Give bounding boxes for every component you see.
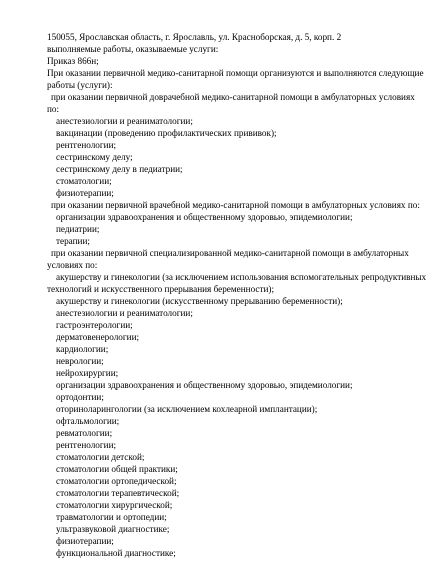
list-item: сестринскому делу в педиатрии; (56, 164, 183, 174)
section-heading-special: при оказании первичной специализированной медико-санитарной помощи в амбулаторных (51, 248, 409, 258)
list-item: физиотерапии; (56, 188, 114, 198)
list-item: стоматологии хирургической; (56, 500, 173, 510)
list-item: стоматологии терапевтической; (56, 488, 180, 498)
list-item: оториноларингологии (за исключением кохлеарной имплантации); (56, 404, 318, 414)
list-item: ортодонтии; (56, 392, 104, 402)
list-item: офтальмологии; (56, 416, 120, 426)
section-heading-vrach: при оказании первичной врачебной медико-санитарной помощи в амбулаторных условиях по: (51, 200, 420, 210)
list-item: рентгенологии; (56, 140, 117, 150)
list-item: кардиологии; (56, 344, 109, 354)
intro-line: При оказании первичной медико-санитарной помощи организуются и выполняются следующие (47, 68, 424, 78)
address-line: 150055, Ярославская область, г. Ярославль, ул. Красноборская, д. 5, корп. 2 (47, 32, 342, 42)
list-item: анестезиологии и реаниматологии; (56, 116, 193, 126)
list-item: стоматологии; (56, 176, 112, 186)
list-item: функциональной диагностике; (56, 548, 176, 558)
list-item: ревматологии; (56, 428, 113, 438)
order-reference: Приказ 866н; (47, 56, 99, 66)
list-item: акушерству и гинекологии (искусственному прерыванию беременности); (56, 296, 343, 306)
list-item: стоматологии детской; (56, 452, 145, 462)
list-item: анестезиологии и реаниматологии; (56, 308, 193, 318)
list-item: гастроэнтерологии; (56, 320, 133, 330)
list-item: дерматовенерологии; (56, 332, 140, 342)
services-heading: выполняемые работы, оказываемые услуги: (47, 44, 219, 54)
list-item: организации здравоохранения и общественному здоровью, эпидемиологии; (56, 380, 353, 390)
list-item: акушерству и гинекологии (за исключением использования вспомогательных репродуктивных (56, 272, 427, 282)
list-item: вакцинации (проведению профилактических прививок); (56, 128, 277, 138)
list-item: травматологии и ортопедии; (56, 512, 167, 522)
list-item-cont: технологий и искусственного прерывания беременности); (47, 284, 275, 294)
section-heading-prevrach: при оказании первичной доврачебной медико-санитарной помощи в амбулаторных условиях (51, 92, 415, 102)
intro-line-cont: работы (услуги): (47, 80, 113, 90)
list-item: ультразвуковой диагностике; (56, 524, 170, 534)
list-item: нейрохирургии; (56, 368, 119, 378)
list-item: педиатрии; (56, 224, 100, 234)
list-item: стоматологии общей практики; (56, 464, 178, 474)
list-item: терапии; (56, 236, 90, 246)
section-heading-special-cont: условиях по: (47, 260, 98, 270)
section-heading-prevrach-cont: по: (47, 104, 60, 114)
list-item: сестринскому делу; (56, 152, 133, 162)
list-item: стоматологии ортопедической; (56, 476, 177, 486)
list-item: организации здравоохранения и общественному здоровью, эпидемиологии; (56, 212, 353, 222)
list-item: неврологии; (56, 356, 104, 366)
list-item: рентгенологии; (56, 440, 117, 450)
list-item: физиотерапии; (56, 536, 114, 546)
